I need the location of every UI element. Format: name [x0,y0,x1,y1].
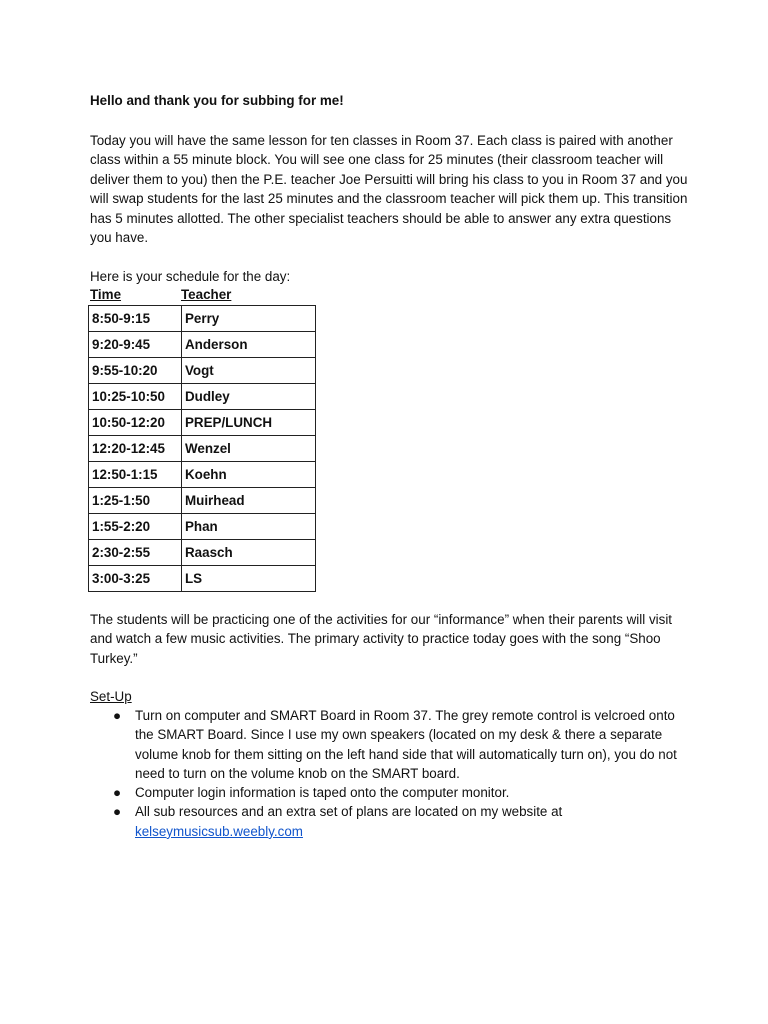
time-cell: 9:55-10:20 [89,357,182,383]
teacher-cell: Muirhead [182,487,316,513]
table-row [89,461,316,487]
time-cell: 10:50-12:20 [89,409,182,435]
table-row [89,435,316,461]
schedule-header [90,286,690,303]
teacher-cell: Raasch [182,539,316,565]
time-cell: 12:50-1:15 [89,461,182,487]
list-item [90,783,690,802]
list-item [90,802,690,841]
greeting-heading: Hello and thank you for subbing for me! [90,93,344,108]
teacher-cell: Wenzel [182,435,316,461]
header-teacher: Teacher [181,286,232,302]
table-row [89,565,316,591]
teacher-cell: Koehn [182,461,316,487]
teacher-cell: PREP/LUNCH [182,409,316,435]
website-link[interactable]: kelseymusicsub.weebly.com [135,823,303,839]
table-row [89,539,316,565]
table-row [89,487,316,513]
time-cell: 1:25-1:50 [89,487,182,513]
table-row [89,409,316,435]
setup-list [90,706,690,841]
teacher-cell: Vogt [182,357,316,383]
time-cell: 12:20-12:45 [89,435,182,461]
time-cell: 8:50-9:15 [89,305,182,331]
teacher-cell: Anderson [182,331,316,357]
bullet-icon: ● [113,804,122,820]
list-item [90,706,690,783]
table-row [89,305,316,331]
schedule-intro: Here is your schedule for the day: [90,268,291,284]
bullet-icon: ● [113,785,122,801]
intro-paragraph: Today you will have the same lesson for ten classes in Room 37. Each class is paired with another class within a 55 minute block. You will see one class for 25 minutes (their classroom teacher will deliver them to you) then the P.E. teacher Joe Persuitti will bring his class to you in Room 37 and you will swap students for the last 25 minutes and the classroom teacher will pick them up. This transition has 5 minutes allotted. The other specialist teachers should be able to answer any extra questions you have. [90,132,688,245]
table-row [89,331,316,357]
bullet-icon: ● [113,708,122,723]
schedule-table [88,305,316,592]
header-time: Time [90,286,122,302]
time-cell: 9:20-9:45 [89,331,182,357]
document-body [90,91,690,841]
time-cell: 10:25-10:50 [89,383,182,409]
time-cell: 1:55-2:20 [89,513,182,539]
setup-item-text: Computer login information is taped onto the computer monitor. [135,785,510,801]
teacher-cell: LS [182,565,316,591]
teacher-cell: Perry [182,305,316,331]
table-row [89,513,316,539]
table-row [89,383,316,409]
table-row [89,357,316,383]
teacher-cell: Dudley [182,383,316,409]
setup-item-text: Turn on computer and SMART Board in Room 37. The grey remote control is velcroed onto the SMART Board. Since I use my own speakers (located on my desk & there a separate volume knob for them sitting on the left hand side that will automatically turn on), you do not need to turn on the volume knob on the SMART board. [135,708,677,781]
setup-item-text: All sub resources and an extra set of plans are located on my website at [135,804,563,820]
activities-paragraph: The students will be practicing one of the activities for our “informance” when their parents will visit and watch a few music activities. The primary activity to practice today goes with the song “Shoo Turkey.” [90,611,673,666]
teacher-cell: Phan [182,513,316,539]
time-cell: 2:30-2:55 [89,539,182,565]
setup-heading: Set-Up [90,689,132,704]
time-cell: 3:00-3:25 [89,565,182,591]
